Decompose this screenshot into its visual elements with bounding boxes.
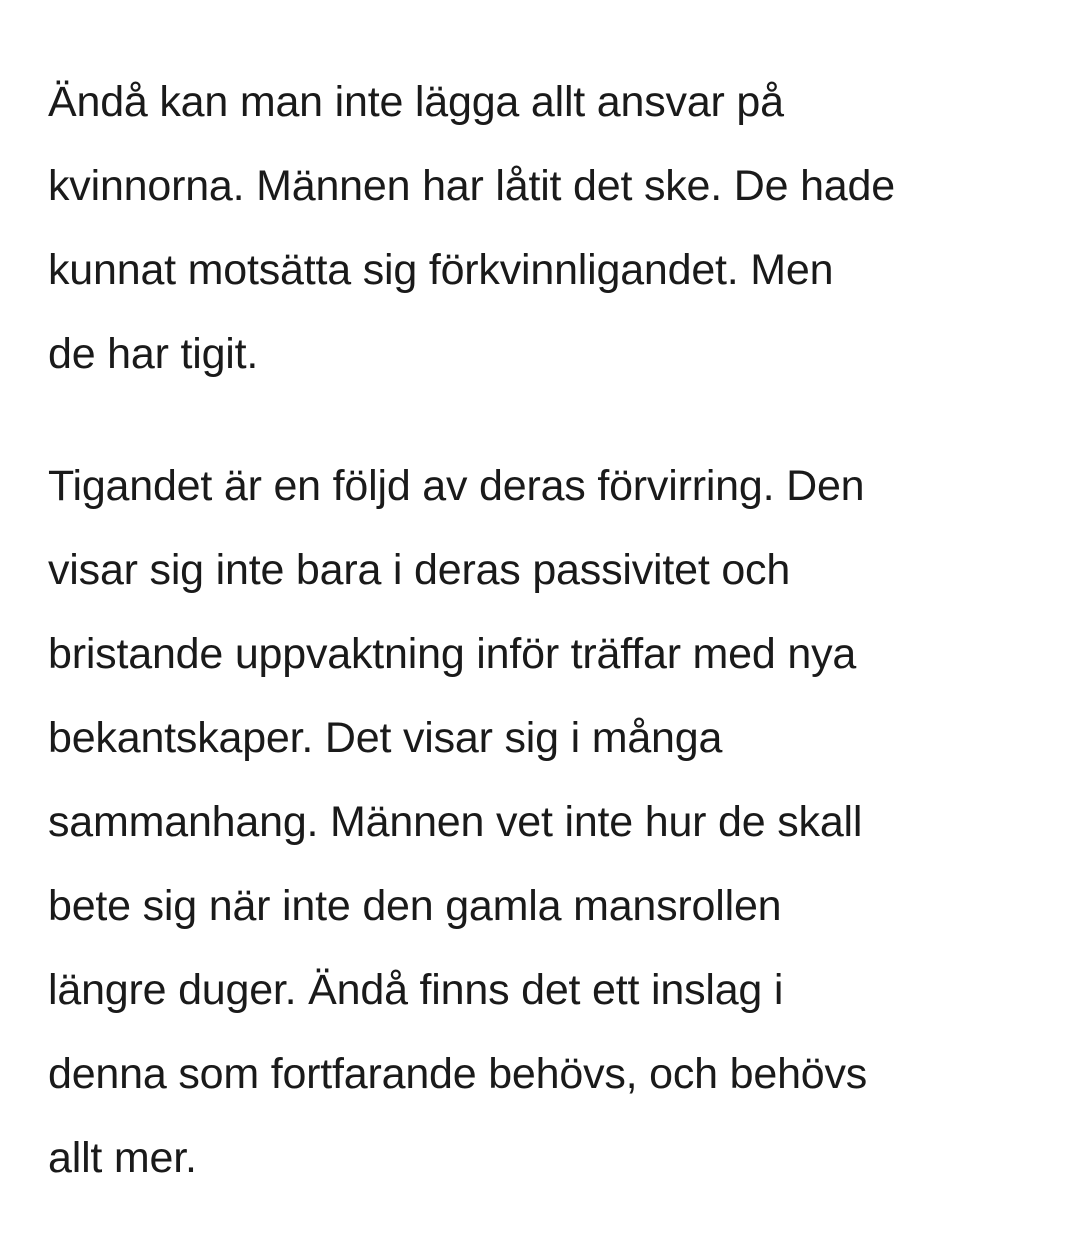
text-line: denna som fortfarande behövs, och behövs	[48, 1050, 868, 1098]
text-line: sammanhang. Männen vet inte hur de skall	[48, 798, 863, 846]
text-line: Ändå kan man inte lägga allt ansvar på	[48, 78, 784, 126]
article-body	[48, 60, 1048, 1200]
text-line: bristande uppvaktning inför träffar med nya	[48, 630, 857, 678]
text-line: kunnat motsätta sig förkvinnligandet. Men	[48, 246, 834, 294]
text-line: Tigandet är en följd av deras förvirring. Den	[48, 462, 865, 510]
text-line: de har tigit.	[48, 330, 259, 378]
paragraph-1	[48, 60, 1048, 396]
text-line: bete sig när inte den gamla mansrollen	[48, 882, 782, 930]
paragraph-2	[48, 444, 1048, 1200]
text-line: kvinnorna. Männen har låtit det ske. De hade	[48, 162, 895, 210]
text-line: bekantskaper. Det visar sig i många	[48, 714, 723, 762]
text-line: allt mer.	[48, 1134, 197, 1182]
text-line: längre duger. Ändå finns det ett inslag i	[48, 966, 784, 1014]
text-line: visar sig inte bara i deras passivitet och	[48, 546, 791, 594]
